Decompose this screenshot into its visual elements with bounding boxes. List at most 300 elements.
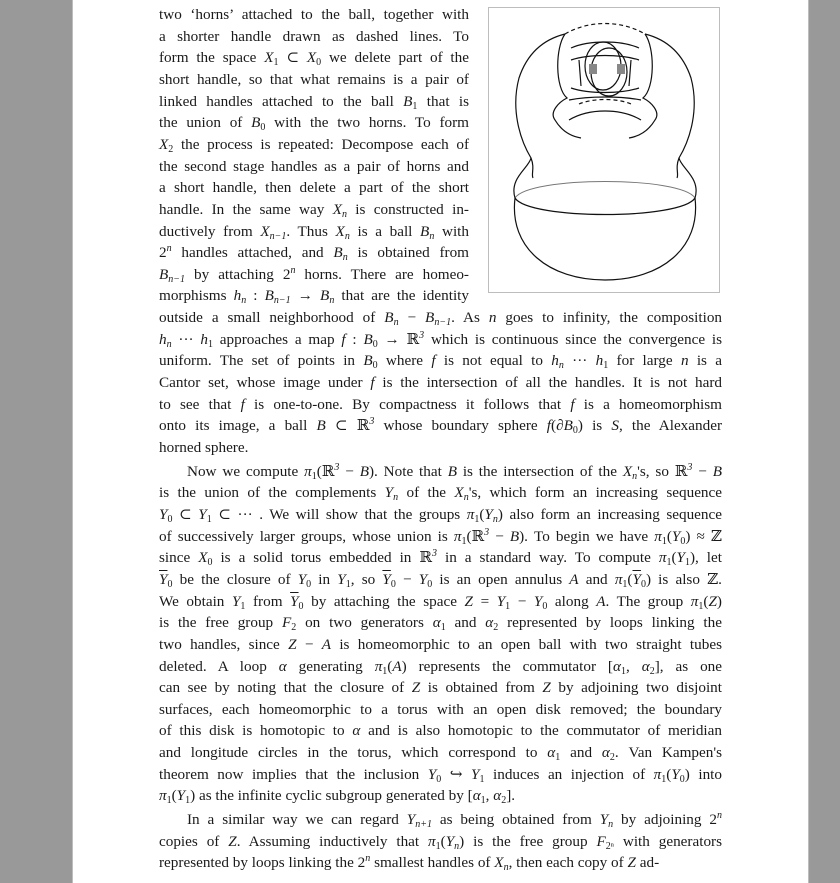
text-run: we delete part of the <box>321 49 469 67</box>
text-line <box>159 28 469 46</box>
text-run: with generators <box>613 832 723 850</box>
text-run: ··· <box>171 330 201 348</box>
short-handle-dashed-bottom <box>579 100 631 105</box>
math-symbol: B <box>447 462 457 480</box>
text-run: a shorter handle drawn as dashed lines. To <box>159 27 469 45</box>
subscript: n <box>344 230 350 242</box>
text-run: . The group <box>605 592 691 610</box>
text-run: Cantor set, whose image under <box>159 374 371 392</box>
text-run: approaches a map <box>212 330 342 348</box>
math-symbol: f <box>431 352 436 370</box>
text-run: smallest handles of <box>370 854 495 872</box>
text-run: ) ≈ ℤ <box>685 527 722 545</box>
math-symbol: α <box>352 722 361 740</box>
text-line <box>159 244 469 262</box>
text-run: handles attached, and <box>171 244 334 262</box>
math-symbol: Y <box>484 505 493 523</box>
text-run: of the <box>398 484 455 502</box>
text-run: ( <box>666 527 672 545</box>
text-line <box>159 179 469 197</box>
subscript: 2ⁿ <box>605 840 614 852</box>
subscript: n <box>454 840 460 852</box>
subscript: n <box>608 819 614 831</box>
math-symbol: π <box>466 505 475 523</box>
math-symbol: A <box>596 592 606 610</box>
text-run: ) as the infinite cyclic subgroup generated by [ <box>190 787 473 805</box>
text-run: − <box>296 635 322 653</box>
text-run: form the space <box>159 49 265 67</box>
text-line <box>159 266 469 284</box>
text-run: is the free group <box>159 614 282 632</box>
horned-sphere-drawing <box>489 8 721 294</box>
math-symbol: Y <box>198 505 207 523</box>
math-symbol: $\overline{Y}$ <box>632 570 641 588</box>
math-symbol: α <box>278 657 287 675</box>
math-symbol: π <box>690 592 699 610</box>
subscript: 1 <box>206 513 212 525</box>
text-run: morphisms <box>159 287 234 305</box>
text-line <box>159 331 722 349</box>
math-symbol: π <box>614 570 623 588</box>
text-run: the second stage handles as a pair of horns and <box>159 157 469 175</box>
text-line <box>159 287 469 305</box>
text-run: ⊂ ℝ <box>325 417 370 435</box>
subscript: 1 <box>273 57 279 69</box>
math-symbol: B <box>316 417 326 435</box>
text-run: with <box>434 222 469 240</box>
text-run: two ‘horns’ attached to the ball, together with <box>159 6 469 23</box>
text-line <box>159 114 469 132</box>
text-run: . As <box>451 309 489 327</box>
math-symbol: Y <box>159 505 168 523</box>
math-symbol: $\overline{Y}$ <box>290 592 299 610</box>
subscript: 2 <box>501 795 507 807</box>
text-line <box>159 679 722 697</box>
superscript: n <box>290 264 296 276</box>
subscript: 1 <box>684 557 690 569</box>
math-symbol: π <box>428 832 436 850</box>
linked-handle-top <box>571 42 639 48</box>
text-run: − <box>510 592 534 610</box>
superscript: 3 <box>369 416 375 428</box>
text-run: to see that <box>159 395 241 413</box>
math-symbol: Y <box>231 592 241 610</box>
superscript: n <box>365 853 371 865</box>
math-symbol: α <box>547 744 556 762</box>
text-run: of successively larger groups, whose union is <box>159 527 454 545</box>
subscript: 1 <box>440 622 446 634</box>
math-symbol: π <box>304 462 312 480</box>
text-run: → ℝ <box>377 330 420 348</box>
subscript: n+1 <box>415 819 432 831</box>
math-symbol: α <box>472 787 481 805</box>
subscript: 1 <box>505 600 511 612</box>
superscript: 3 <box>687 461 693 473</box>
superscript: 3 <box>484 526 490 538</box>
text-run: is a solid torus embedded in ℝ <box>212 549 432 567</box>
math-symbol: B <box>159 265 169 283</box>
text-run: ( <box>387 657 393 675</box>
math-symbol: f <box>341 330 346 348</box>
text-line <box>159 6 469 24</box>
equator-back <box>515 182 695 199</box>
subscript: 1 <box>555 752 561 764</box>
math-symbol: B <box>264 287 274 305</box>
text-run: uniform. The set of points in <box>159 352 364 370</box>
text-line <box>159 506 722 524</box>
text-run: and longitude circles in the torus, which correspond to <box>159 744 548 762</box>
math-symbol: B <box>403 92 413 110</box>
math-symbol: π <box>653 765 662 783</box>
text-run: is the intersection of the <box>456 462 623 480</box>
math-symbol: π <box>374 657 383 675</box>
text-run: surfaces, each homeomorphic to a torus with an open disk removed; the boundary <box>159 700 722 718</box>
subscript: 1 <box>382 665 388 677</box>
text-run: two handles, since <box>159 635 289 653</box>
inner-arch <box>569 111 641 120</box>
math-symbol: Z <box>627 854 636 872</box>
figure-horned-sphere <box>488 7 720 293</box>
math-symbol: Y <box>471 765 480 783</box>
text-run: theorem now implies that the inclusion <box>159 765 428 783</box>
subscript: n <box>492 513 498 525</box>
text-run: that is <box>417 92 470 110</box>
text-run: be the closure of <box>172 570 298 588</box>
text-line <box>159 593 722 611</box>
text-run: induces an injection of <box>484 765 654 783</box>
text-line <box>159 374 722 392</box>
text-run: short handle, so that what remains is a pair of <box>159 70 469 88</box>
math-symbol: X <box>198 549 208 567</box>
text-run: onto its image, a ball <box>159 417 317 435</box>
text-line <box>159 787 722 805</box>
math-symbol: F <box>596 832 606 850</box>
subscript: 0 <box>372 338 378 350</box>
subscript: 1 <box>661 773 667 785</box>
math-symbol: B <box>384 309 394 327</box>
text-line <box>187 463 722 481</box>
math-symbol: Y <box>599 811 609 829</box>
text-line <box>159 833 722 851</box>
subscript: n <box>166 338 172 350</box>
subscript: 1 <box>166 795 172 807</box>
math-symbol: n <box>680 352 689 370</box>
ball-outline <box>514 198 695 280</box>
math-symbol: B <box>712 462 722 480</box>
subscript: 1 <box>185 795 191 807</box>
text-run: goes to infinity, the composition <box>496 309 723 327</box>
subscript: 2 <box>609 752 615 764</box>
subscript: 0 <box>427 578 433 590</box>
math-symbol: π <box>654 527 662 545</box>
text-line <box>159 158 469 176</box>
math-symbol: Z <box>411 679 421 697</box>
math-symbol: π <box>159 787 167 805</box>
text-run: 's, which form an increasing sequence <box>468 484 723 502</box>
math-symbol: X <box>494 854 504 872</box>
math-symbol: h <box>233 287 242 305</box>
math-symbol: B <box>359 462 369 480</box>
math-symbol: n <box>488 309 497 327</box>
text-run: is a homeomorphism <box>574 395 722 413</box>
subscript: 0 <box>680 535 686 547</box>
subscript: 0 <box>436 773 442 785</box>
math-symbol: f <box>546 417 552 435</box>
math-symbol: B <box>363 330 373 348</box>
math-symbol: X <box>159 135 169 153</box>
text-run: ) is <box>577 417 612 435</box>
text-run: the process is repeated: Decompose each of <box>173 135 469 153</box>
text-run: . Van Kampen's <box>614 744 723 762</box>
text-run: is a ball <box>349 222 421 240</box>
text-run: is not equal to <box>435 352 552 370</box>
text-run: ) also form an increasing sequence <box>497 505 722 523</box>
text-run: . Thus <box>286 222 336 240</box>
subscript: n <box>429 230 435 242</box>
math-symbol: Z <box>464 592 473 610</box>
subscript: n−1 <box>168 273 186 285</box>
math-symbol: Y <box>418 570 428 588</box>
text-run: and <box>578 570 615 588</box>
math-symbol: Y <box>676 549 685 567</box>
text-line <box>159 571 722 589</box>
text-line <box>159 439 722 457</box>
text-line <box>159 744 722 762</box>
text-run: (ℝ <box>466 527 485 545</box>
math-symbol: Z <box>542 679 551 697</box>
subscript: n <box>329 295 335 307</box>
math-symbol: F <box>281 614 292 632</box>
math-symbol: Y <box>176 787 186 805</box>
text-line <box>159 201 469 219</box>
subscript: 0 <box>640 578 646 590</box>
text-line <box>159 49 469 67</box>
subscript: 1 <box>480 795 486 807</box>
text-line <box>159 71 469 89</box>
text-run: along <box>547 592 597 610</box>
text-run: ··· <box>563 352 596 370</box>
subscript: n <box>241 295 247 307</box>
text-line <box>187 811 722 829</box>
subscript: n <box>463 492 469 504</box>
math-symbol: Z <box>288 635 297 653</box>
subscript: n−1 <box>273 295 291 307</box>
math-symbol: A <box>392 657 402 675</box>
math-symbol: B <box>363 352 373 370</box>
subscript: 0 <box>542 600 548 612</box>
math-symbol: A <box>321 635 332 653</box>
subscript: 2 <box>493 622 499 634</box>
text-run: a short handle, then delete a part of the short <box>159 179 469 197</box>
text-run: generating <box>286 657 375 675</box>
text-run: = <box>473 592 497 610</box>
text-run: can see by noting that the closure of <box>159 679 412 697</box>
math-symbol: X <box>264 49 274 67</box>
text-run: − <box>339 462 360 480</box>
subscript: n <box>503 862 509 874</box>
equator-front <box>515 198 695 215</box>
text-run: the union of <box>159 114 252 132</box>
math-symbol: h <box>595 352 604 370</box>
text-line <box>159 549 722 567</box>
text-run: and <box>560 744 602 762</box>
subscript: 1 <box>479 773 485 785</box>
subscript: n <box>558 360 564 372</box>
subscript: 1 <box>345 578 351 590</box>
text-line <box>159 701 722 719</box>
subscript: 0 <box>390 578 396 590</box>
text-run: ⊂ <box>172 505 199 523</box>
subscript: 0 <box>260 122 266 134</box>
text-line <box>159 722 722 740</box>
math-symbol: Y <box>671 527 681 545</box>
text-run: by adjoining two disjoint <box>550 679 722 697</box>
text-line <box>159 93 469 111</box>
math-symbol: Y <box>337 570 346 588</box>
text-run: linked handles attached to the ball <box>159 92 404 110</box>
text-run: is homeomorphic to an open ball with two straight tubes <box>331 635 722 653</box>
math-symbol: Y <box>671 765 680 783</box>
text-run: is the union of the complements <box>159 484 385 502</box>
text-run: is a <box>688 352 722 370</box>
text-run: , so <box>350 570 383 588</box>
math-symbol: h <box>551 352 559 370</box>
math-symbol: f <box>370 374 375 392</box>
text-run: − <box>398 309 426 327</box>
math-symbol: α <box>601 744 610 762</box>
math-symbol: Y <box>427 765 437 783</box>
right-horn-tip <box>677 158 679 178</box>
math-symbol: α <box>432 614 441 632</box>
text-run: 2 <box>159 244 167 262</box>
text-line <box>159 528 722 546</box>
text-run: ], as one <box>654 657 722 675</box>
text-run: ( <box>666 765 672 783</box>
text-line <box>159 636 722 654</box>
text-run: ]. <box>506 787 516 805</box>
text-run: : <box>345 330 364 348</box>
math-symbol: B <box>251 114 261 132</box>
text-run: , <box>625 657 642 675</box>
subscript: 0 <box>298 600 304 612</box>
text-run: represented by loops linking the 2 <box>159 854 366 872</box>
crossing-mark-left <box>589 64 597 74</box>
subscript: n−1 <box>269 230 287 242</box>
text-run: Now we compute <box>187 462 305 480</box>
text-run: handle. In the same way <box>159 200 333 218</box>
math-symbol: π <box>658 549 667 567</box>
text-run: is one-to-one. By compactness it follows that <box>244 395 571 413</box>
math-symbol: $\overline{Y}$ <box>159 570 168 588</box>
text-run: : <box>246 287 265 305</box>
subscript: 1 <box>240 600 246 612</box>
math-symbol: Z <box>708 592 717 610</box>
text-run: is obtained from <box>347 244 469 262</box>
math-symbol: A <box>569 570 579 588</box>
crossing-mark-right <box>617 64 625 74</box>
subscript: 0 <box>167 578 173 590</box>
subscript: 1 <box>474 513 480 525</box>
text-run: We obtain <box>159 592 232 610</box>
text-run: in <box>311 570 338 588</box>
math-symbol: Y <box>297 570 307 588</box>
math-symbol: X <box>454 484 464 502</box>
text-run: horns. There are homeo- <box>295 265 469 283</box>
linked-handle-right-side <box>629 60 631 86</box>
subscript: 2 <box>649 665 655 677</box>
text-line <box>159 417 722 435</box>
linked-handle-left-side <box>579 60 581 86</box>
text-run: ). Note that <box>368 462 448 480</box>
text-line <box>159 136 469 154</box>
subscript: 1 <box>666 557 672 569</box>
subscript: n <box>342 252 348 264</box>
right-inner-horn <box>629 34 657 138</box>
text-run: . Assuming inductively that <box>236 832 429 850</box>
superscript: 3 <box>419 329 425 341</box>
text-run: ductively from <box>159 222 261 240</box>
math-symbol: X <box>260 222 270 240</box>
text-run: represented by loops linking the <box>498 614 722 632</box>
math-symbol: f <box>570 395 575 413</box>
text-line <box>159 396 722 414</box>
text-run: ( <box>703 592 709 610</box>
subscript: 0 <box>306 578 312 590</box>
subscript: n <box>393 317 399 329</box>
linked-handle-bottom <box>569 97 641 100</box>
text-run: copies of <box>159 832 229 850</box>
text-run: , <box>485 787 494 805</box>
math-symbol: π <box>453 527 462 545</box>
math-symbol: X <box>335 222 345 240</box>
text-run: is constructed in- <box>346 200 469 218</box>
text-run: ( <box>479 505 485 523</box>
text-run: outside a small neighborhood of <box>159 309 385 327</box>
math-symbol: Z <box>228 832 237 850</box>
text-run: since <box>159 549 199 567</box>
text-run: ) is the free group <box>459 832 597 850</box>
subscript: 0 <box>316 57 322 69</box>
subscript: 2 <box>168 143 174 155</box>
math-symbol: B <box>509 527 520 545</box>
text-run: , the Alexander <box>618 417 723 435</box>
superscript: 3 <box>432 548 437 560</box>
text-run: for large <box>608 352 681 370</box>
text-run: → <box>290 287 321 305</box>
math-symbol: h <box>159 330 167 348</box>
text-run: ( <box>440 832 446 850</box>
math-symbol: S <box>611 417 619 435</box>
text-run: ( <box>671 549 677 567</box>
text-run: by attaching 2 <box>185 265 291 283</box>
math-symbol: X <box>622 462 633 480</box>
text-run: and is also homotopic to the commutator of meridian <box>360 722 722 740</box>
text-run: ) into <box>684 765 722 783</box>
text-run: − <box>692 462 713 480</box>
text-line <box>159 854 722 872</box>
math-symbol: α <box>613 657 621 675</box>
text-run: ⊂ <box>278 49 307 67</box>
text-run: from <box>245 592 291 610</box>
text-run: by adjoining 2 <box>613 811 717 829</box>
subscript: 1 <box>412 100 418 112</box>
text-run: In a similar way we can regard <box>187 811 407 829</box>
math-symbol: X <box>332 200 342 218</box>
subscript: 2 <box>291 622 297 634</box>
short-handle-dashed-top <box>565 24 645 35</box>
text-run: in a standard way. To compute <box>437 549 659 567</box>
math-symbol: f <box>240 395 245 413</box>
